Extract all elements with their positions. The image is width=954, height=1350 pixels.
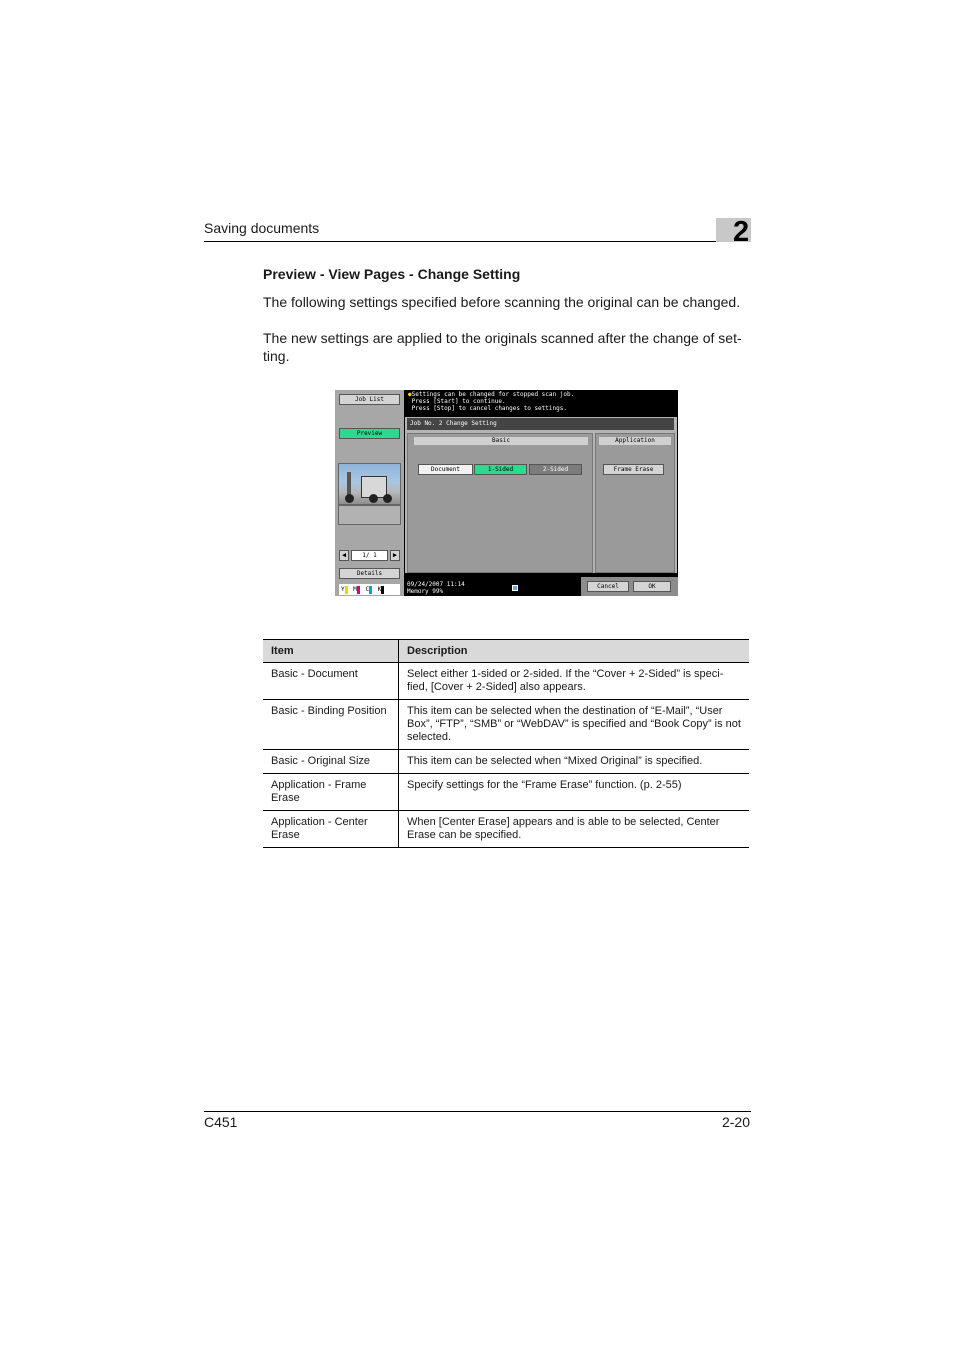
message-line-2: Press [Start] to continue. [411,398,506,405]
toner-c-icon [369,586,372,594]
table-cell-description: Select either 1-sided or 2-sided. If the “Cover + 2-Sided” is speci-fied, [Cover + 2-Sided] also appears. [399,663,750,700]
cancel-button[interactable]: Cancel [587,581,629,592]
table-cell-item: Application - Center Erase [263,811,399,848]
table-cell-description: Specify settings for the “Frame Erase” function. (p. 2-55) [399,774,750,811]
column-header-item: Item [263,640,399,663]
left-sidebar [335,390,404,596]
table-cell-description: This item can be selected when “Mixed Original” is specified. [399,750,750,774]
basic-panel [407,433,593,573]
action-panel [581,577,678,596]
prev-page-icon[interactable]: ◀ [339,550,349,561]
frame-erase-button[interactable]: Frame Erase [603,464,664,475]
truck-wheel [369,494,378,503]
settings-area [405,417,677,573]
chapter-number: 2 [733,216,750,248]
intro-paragraph-1: The following settings specified before scanning the original can be changed. [263,294,741,310]
toner-c-label: C [365,586,370,593]
job-list-button[interactable]: Job List [339,394,400,405]
status-icon [512,585,518,591]
table-row [263,774,749,811]
footer-model: C451 [204,1114,238,1130]
table-cell-item: Basic - Original Size [263,750,399,774]
table-cell-description: When [Center Erase] appears and is able to be selected, Center Erase can be specified. [399,811,750,848]
toner-y-icon [345,586,348,594]
running-header: Saving documents [204,220,320,236]
page-navigator [339,550,400,561]
settings-table [263,639,749,848]
column-header-description: Description [399,640,750,663]
device-screenshot [335,390,678,596]
table-cell-item: Basic - Binding Position [263,700,399,750]
status-bar [405,577,678,596]
status-datetime: 09/24/2007 11:14 [407,581,465,588]
table-header-row [263,640,749,663]
table-row [263,811,749,848]
toner-m-icon [357,586,360,594]
next-page-icon[interactable]: ▶ [390,550,400,561]
header-rule [204,241,751,242]
page-indicator: 1/ 1 [351,550,388,561]
truck-wheel [383,494,392,503]
truck-wheel [345,494,354,503]
toner-y-label: Y [341,586,345,593]
table-row [263,750,749,774]
application-panel-header: Application [599,437,671,445]
truck-exhaust [347,472,351,496]
intro-paragraph-2: The new settings are applied to the originals scanned after the change of set-ting. [263,330,742,364]
table-cell-item: Basic - Document [263,663,399,700]
message-line-1: Settings can be changed for stopped scan job. [411,391,575,398]
preview-thumbnail[interactable] [338,463,401,505]
toner-k-icon [381,586,384,594]
footer-page-number: 2-20 [721,1114,750,1130]
toner-m-label: M [353,586,357,593]
footer-rule [204,1111,751,1112]
details-button[interactable]: Details [339,568,400,579]
toner-k-label: K [377,586,382,593]
message-area [405,391,677,417]
section-title: Preview - View Pages - Change Setting [263,266,521,282]
ok-button[interactable]: OK [633,581,671,592]
toner-levels [339,584,400,595]
job-bar: Job No. 2 Change Setting [407,418,674,430]
info-icon: ● [408,391,412,398]
one-sided-button[interactable]: 1-Sided [474,464,527,475]
message-line-3: Press [Stop] to cancel changes to settings. [411,405,567,412]
status-memory: Memory 99% [407,588,444,595]
preview-button[interactable]: Preview [339,428,400,439]
table-cell-item: Application - Frame Erase [263,774,399,811]
application-panel [595,433,675,573]
table-row [263,663,749,700]
basic-panel-header: Basic [414,437,588,445]
document-label: Document [418,464,473,475]
two-sided-button[interactable]: 2-Sided [529,464,582,475]
table-row [263,700,749,750]
thumbnail-placeholder [338,505,401,525]
table-cell-description: This item can be selected when the destination of “E-Mail”, “User Box”, “FTP”, “SMB” or “WebDAV” is specified and “Book Copy” is not selected. [399,700,750,750]
